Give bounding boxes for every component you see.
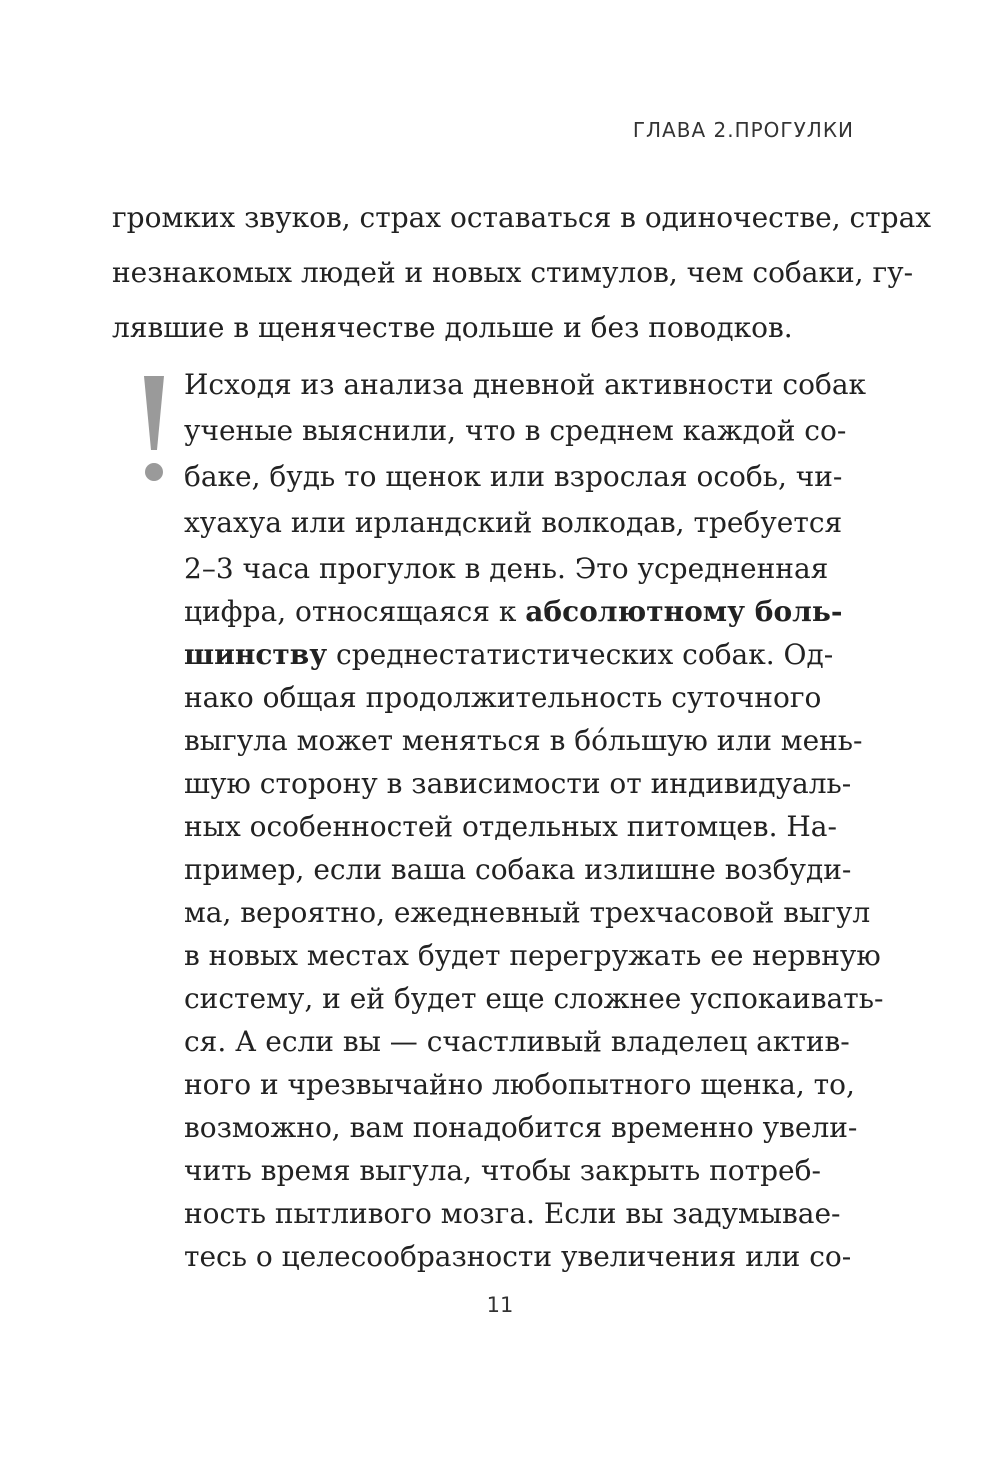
text-line: Исходя из анализа дневной активности собак: [184, 368, 867, 401]
text-line: тесь о целесообразности увеличения или со-: [184, 1240, 852, 1273]
text-line: шую сторону в зависимости от индивидуаль-: [184, 767, 852, 800]
running-header: ГЛАВА 2.ПРОГУЛКИ: [632, 118, 854, 142]
text-line: хуахуа или ирландский волкодав, требуется: [184, 506, 843, 539]
text-line: громких звуков, страх оставаться в одиночестве, страх: [112, 201, 932, 234]
text-line: чить время выгула, чтобы закрыть потреб-: [184, 1154, 821, 1187]
text-line: лявшие в щенячестве дольше и без поводков.: [112, 311, 793, 344]
exclamation-icon: [140, 372, 168, 490]
text-line: возможно, вам понадобится временно увели-: [184, 1111, 858, 1144]
bold-emphasis: шинству: [184, 638, 328, 671]
text-line: ность пытливого мозга. Если вы задумывае-: [184, 1197, 841, 1230]
text-line: пример, если ваша собака излишне возбуди-: [184, 853, 852, 886]
page-number: 11: [486, 1293, 514, 1317]
text-line: ся. А если вы — счастливый владелец актив-: [184, 1025, 850, 1058]
text-segment: цифра, относящаяся к: [184, 595, 517, 628]
text-line: в новых местах будет перегружать ее нервную: [184, 939, 881, 972]
text-line: 2–3 часа прогулок в день. Это усредненная: [184, 552, 829, 585]
bold-emphasis: абсолютному боль-: [525, 595, 843, 628]
text-line: выгула может меняться в бóльшую или мень-: [184, 724, 863, 757]
text-line: ного и чрезвычайно любопытного щенка, то,: [184, 1068, 855, 1101]
text-line: ма, вероятно, ежедневный трехчасовой выгул: [184, 896, 871, 929]
text-line: систему, и ей будет еще сложнее успокаивать-: [184, 982, 884, 1015]
text-line: незнакомых людей и новых стимулов, чем собаки, гу-: [112, 256, 914, 289]
text-line: баке, будь то щенок или взрослая особь, чи-: [184, 460, 843, 493]
text-segment: среднестатистических собак. Од-: [336, 638, 834, 671]
text-line: нако общая продолжительность суточного: [184, 681, 822, 714]
text-line: ных особенностей отдельных питомцев. На-: [184, 810, 837, 843]
text-line: ученые выяснили, что в среднем каждой со-: [184, 414, 847, 447]
